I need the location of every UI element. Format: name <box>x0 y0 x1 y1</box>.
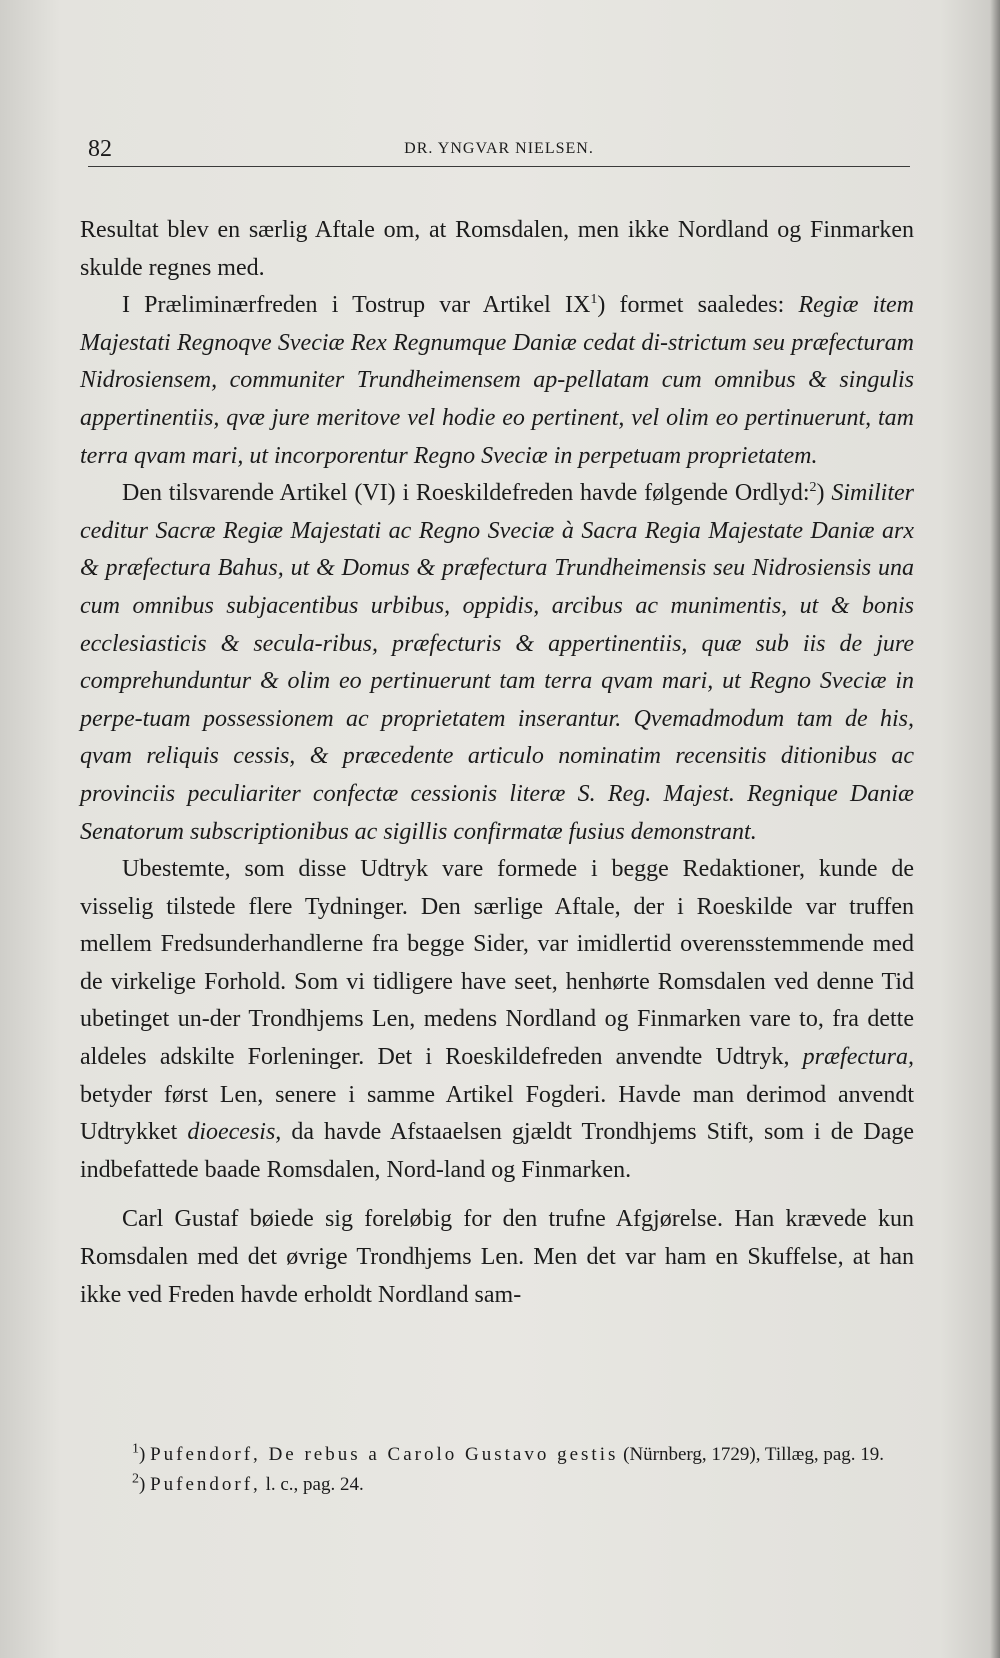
paragraph-4-after: da havde Afstaaelsen gjældt Trondhjems Stift, som i de Dage indbefattede baade Romsdalen, Nord-land og Finmarken. <box>80 1119 915 1183</box>
footnote-ref-2[interactable]: 2 <box>809 480 817 496</box>
running-header <box>88 136 910 167</box>
latin-quote-2: Similiter ceditur Sacræ Regiæ Majestati ac Regno Sveciæ à Sacra Regia Majestate Daniæ arx & præfectura Bahus, ut & Domus & præfectura Trundheimensis seu Nidrosiensis una cum omnibus subjacentibus urbibus, oppidis, arcibus ac munimentis, ut & bonis ecclesiasticis & secula-ribus, præfecturis & appertinentiis, quæ sub iis de jure comprehunduntur & olim eo pertinuerunt tam terra qvam mari, ut Regno Sveciæ in perpe-tuam possessionem ac proprietatem inserantur. Qvemadmodum tam de his, qvam reliquis cessis, & præcedente articulo nominatim recensitis ditionibus ac provinciis peculiariter confectæ cessionis literæ S. Reg. Majest. Regnique Daniæ Senatorum subscriptionibus ac sigillis confirmatæ fusius demonstrant. <box>80 480 914 845</box>
paragraph-1 <box>80 212 914 287</box>
paragraph-3 <box>80 475 914 851</box>
paragraph-4 <box>80 851 914 1189</box>
paragraph-3-lead: Den tilsvarende Artikel (VI) i Roeskildefreden havde følgende Ordlyd: <box>122 480 810 507</box>
latin-quote-1: Regiæ item Majestati Regnoqve Sveciæ Rex Regnumque Daniæ cedat di-strictum seu præfecturam Nidrosiensem, communiter Trundheimensem ap-pellatam cum omnibus & singulis appertinentiis, qvæ jure meritove vel hodie eo pertinent, vel olim eo pertinuerunt, tam terra qvam mari, ut incorporentur Regno Sveciæ in perpetuam proprietatem. <box>80 292 914 469</box>
footnote-1-rest: (Nürnberg, 1729), Tillæg, pag. 19. <box>618 1444 885 1465</box>
paragraph-2-after: ) formet saaledes: <box>597 292 799 319</box>
footnote-1-title: De rebus a Carolo Gustavo gestis <box>260 1444 619 1465</box>
term-praefectura: præfectura, <box>802 1044 914 1071</box>
footnote-2: $^2$) Pufendorf, l. c., pag. 24. <box>132 1471 364 1495</box>
paragraph-4-middle: betyder først Len, senere i samme Artikel Fogderi. Havde man derimod anvendt Udtrykket <box>80 1081 914 1146</box>
paragraph-3-after: ) <box>816 480 832 507</box>
footnote-2-mark: 2 <box>132 1471 139 1487</box>
footnote-2-author: Pufendorf, <box>150 1474 261 1495</box>
paragraph-4-before: Ubestemte, som disse Udtryk vare formede i begge Redaktioner, kunde de visselig tilstede flere Tydninger. Den særlige Aftale, der i Roeskilde var truffen mellem Fredsunderhandlerne fra begge Sider, var imidlertid overensstemmende med de virkelige Forhold. Som vi tidligere have seet, henhørte Romsdalen ved denne Tid ubetinget un-der Trondhjems Len, medens Nordland og Finmarken vare to, fra dette aldeles adskilte Forleninger. Det i Roeskildefreden anvendte Udtryk, <box>80 856 914 1071</box>
paragraph-2-lead: I Præliminærfreden i Tostrup var Artikel IX <box>122 292 591 319</box>
footnotes <box>80 1440 914 1500</box>
paragraph-5 <box>80 1201 914 1314</box>
paragraph-1-text: Resultat blev en særlig Aftale om, at Romsdalen, men ikke Nordland og Finmarken skulde regnes med. <box>80 217 914 281</box>
footnote-ref-1[interactable]: 1 <box>590 292 598 308</box>
running-title: DR. YNGVAR NIELSEN. <box>404 140 594 157</box>
footnote-1-author: Pufendorf, <box>150 1444 261 1465</box>
term-dioecesis: dioecesis, <box>187 1119 282 1146</box>
paragraph-2 <box>80 287 914 475</box>
footnote-1: $^1$) Pufendorf, De rebus a Carolo Gustavo gestis (Nürnberg, 1729), Tillæg, pag. 19. <box>132 1441 885 1465</box>
footnote-2-rest: l. c., pag. 24. <box>260 1474 364 1495</box>
footnote-1-mark: 1 <box>132 1441 139 1457</box>
page-edge-shadow <box>990 0 1000 1658</box>
paragraph-5-text: Carl Gustaf bøiede sig foreløbig for den trufne Afgjørelse. Han krævede kun Romsdalen med det øvrige Trondhjems Len. Men det var ham en Skuffelse, at han ikke ved Freden havde erholdt Nordland sam- <box>80 1206 914 1308</box>
body-text <box>80 212 914 1314</box>
page-number: 82 <box>88 136 112 162</box>
